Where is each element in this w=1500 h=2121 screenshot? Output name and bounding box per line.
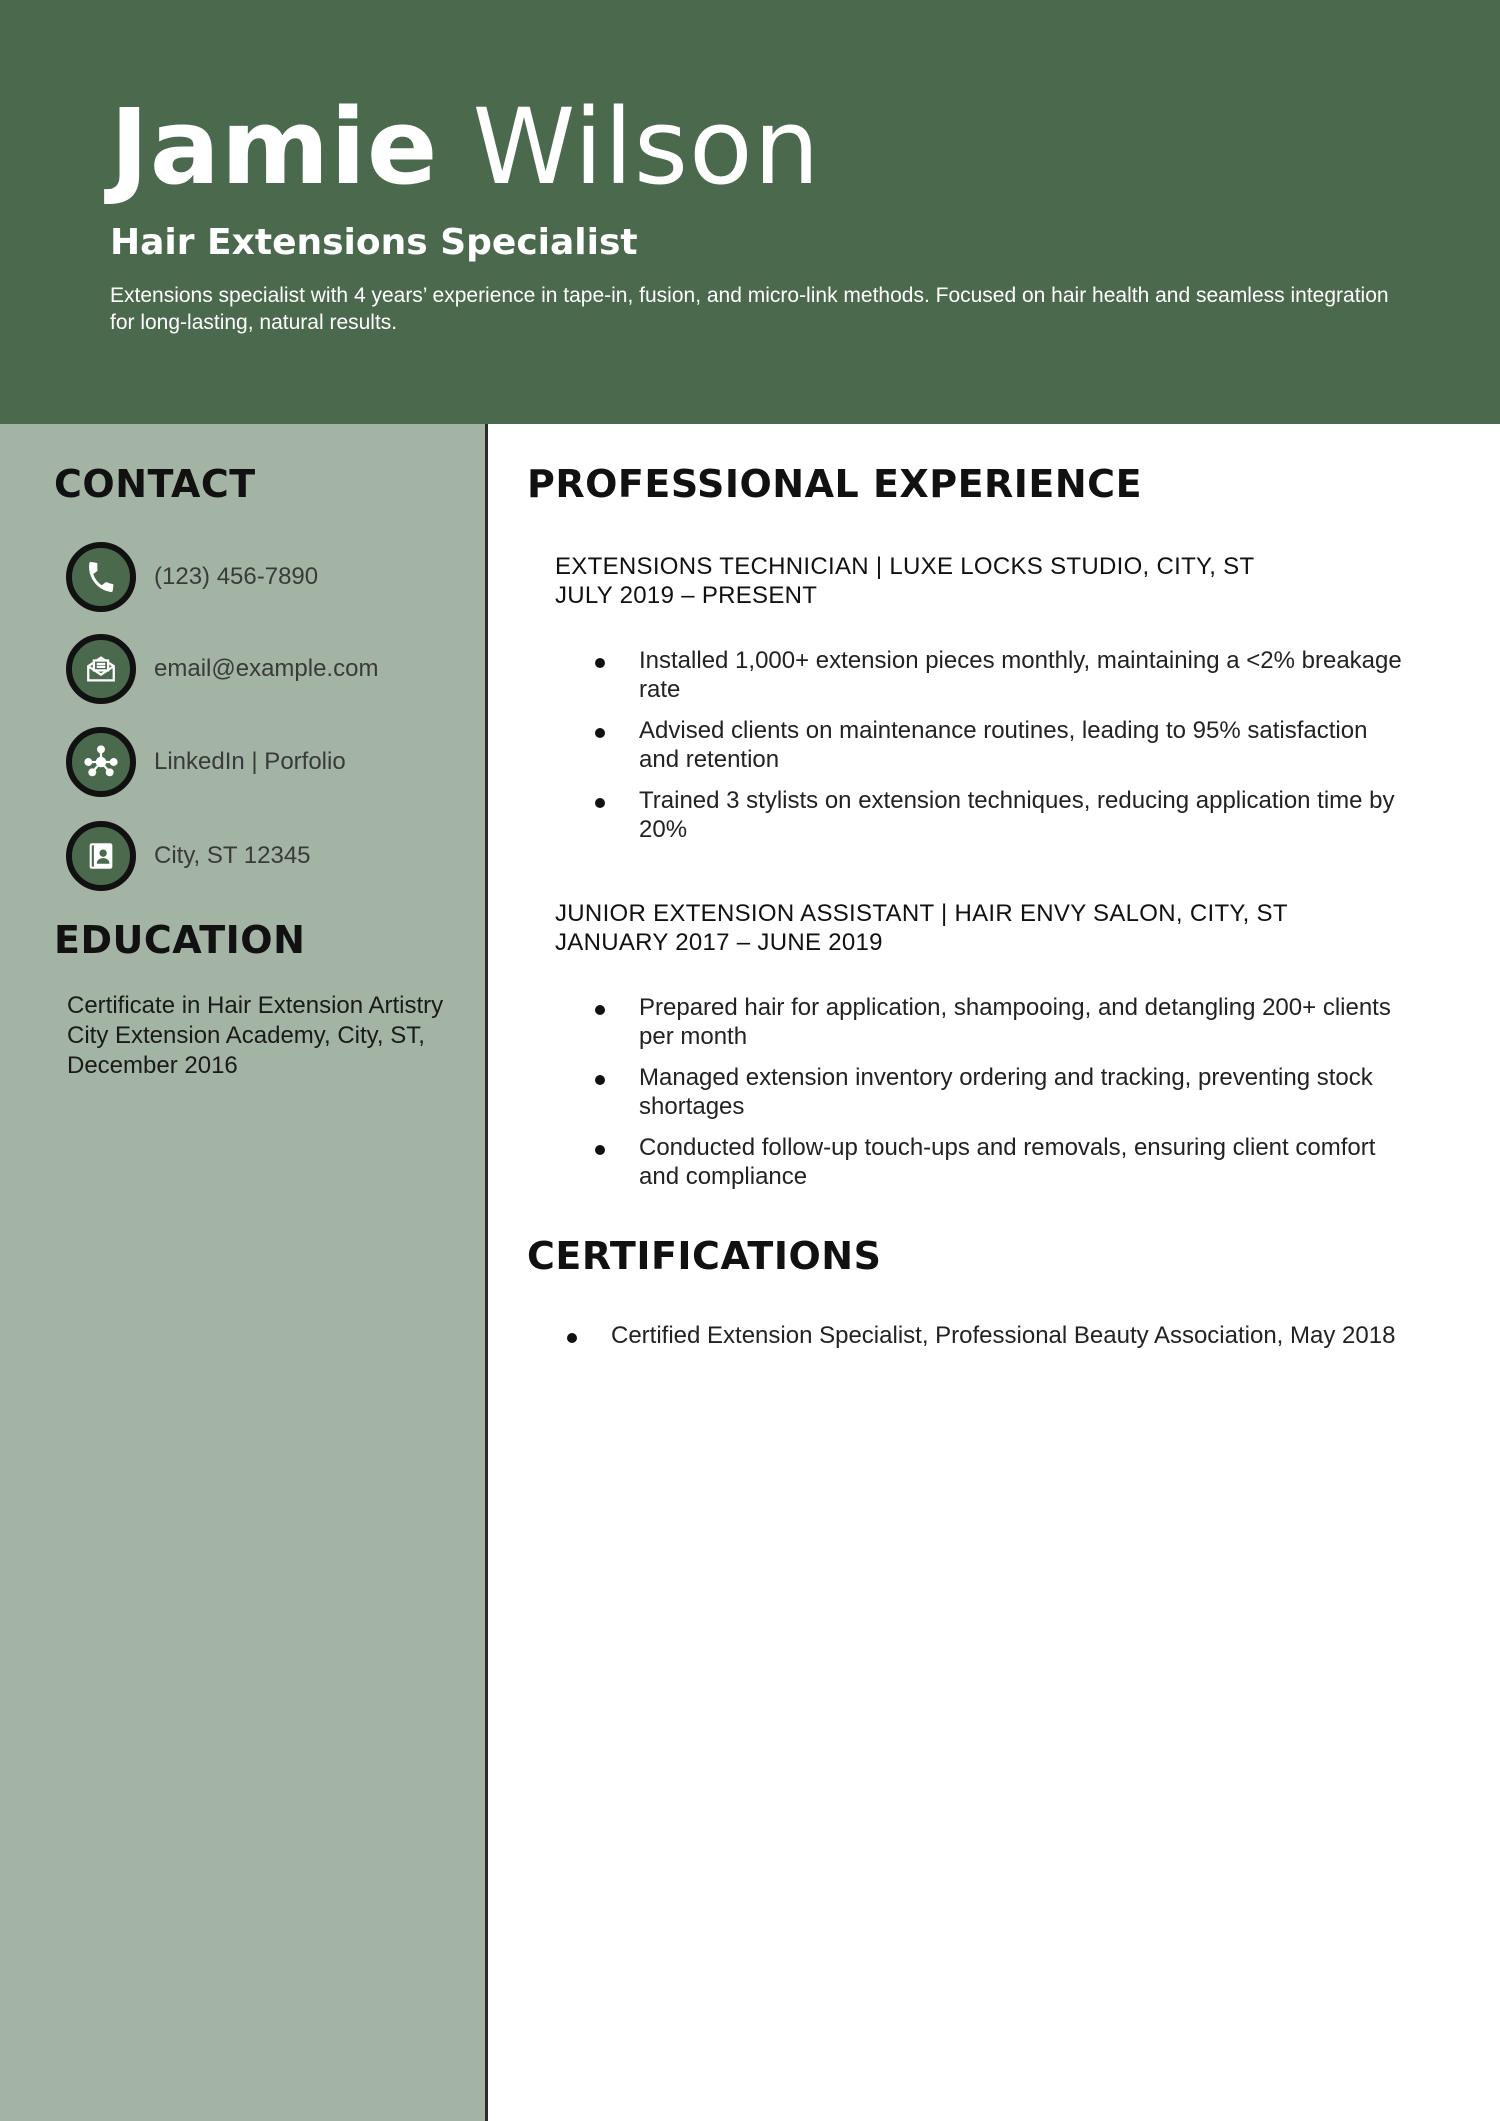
professional-summary: Extensions specialist with 4 years’ experience in tape-in, fusion, and micro-link methods. Focused on hair health and seamless integration for long-lasting, natural results. [110, 284, 1389, 334]
list-item: Trained 3 stylists on extension techniques, reducing application time by 20% [585, 786, 1405, 844]
job-header [555, 552, 1455, 610]
job-dates: JULY 2019 – PRESENT [555, 582, 818, 609]
linkedin-portfolio-link[interactable]: LinkedIn | Porfolio [154, 748, 346, 775]
list-item: Conducted follow-up touch-ups and removals, ensuring client comfort and compliance [585, 1133, 1405, 1191]
network-icon [66, 727, 136, 797]
sidebar [0, 424, 488, 2121]
city-state-zip: City, ST 12345 [154, 842, 311, 869]
list-item: Certified Extension Specialist, Professional Beauty Association, May 2018 [557, 1321, 1457, 1350]
job-title: Hair Extensions Specialist [110, 222, 638, 263]
contact-email [66, 634, 476, 706]
contact-address [66, 821, 476, 893]
list-item: Installed 1,000+ extension pieces monthly, maintaining a <2% breakage rate [585, 646, 1405, 704]
education-school: City Extension Academy, City, ST, December 2016 [67, 1022, 425, 1079]
first-name: Jamie [110, 86, 439, 208]
email-address: email@example.com [154, 655, 379, 682]
last-name: Wilson [472, 86, 821, 208]
job-title-company: JUNIOR EXTENSION ASSISTANT | HAIR ENVY SALON, CITY, ST [555, 900, 1288, 927]
list-item: Prepared hair for application, shampooing, and detangling 200+ clients per month [585, 993, 1405, 1051]
phone-number: (123) 456-7890 [154, 563, 319, 590]
main-content [491, 424, 1500, 2121]
job-dates: JANUARY 2017 – JUNE 2019 [555, 929, 883, 956]
list-item: Managed extension inventory ordering and tracking, preventing stock shortages [585, 1063, 1405, 1121]
resume-header [0, 0, 1500, 424]
contact-links [66, 727, 476, 799]
certifications-list [557, 1321, 1457, 1350]
job-title-company: EXTENSIONS TECHNICIAN | LUXE LOCKS STUDIO, CITY, ST [555, 553, 1255, 580]
contact-heading: CONTACT [54, 462, 256, 506]
education-degree: Certificate in Hair Extension Artistry [67, 992, 444, 1019]
job-bullets [585, 993, 1405, 1203]
education-entry [67, 991, 467, 1081]
list-item: Advised clients on maintenance routines, leading to 95% satisfaction and retention [585, 716, 1405, 774]
phone-icon [66, 542, 136, 612]
education-heading: EDUCATION [54, 918, 306, 962]
email-icon [66, 634, 136, 704]
candidate-name [110, 82, 821, 212]
certifications-heading: CERTIFICATIONS [527, 1234, 882, 1278]
job-header [555, 899, 1455, 957]
contact-phone [66, 542, 476, 614]
experience-heading: PROFESSIONAL EXPERIENCE [527, 462, 1143, 506]
address-icon [66, 821, 136, 891]
job-bullets [585, 646, 1405, 856]
